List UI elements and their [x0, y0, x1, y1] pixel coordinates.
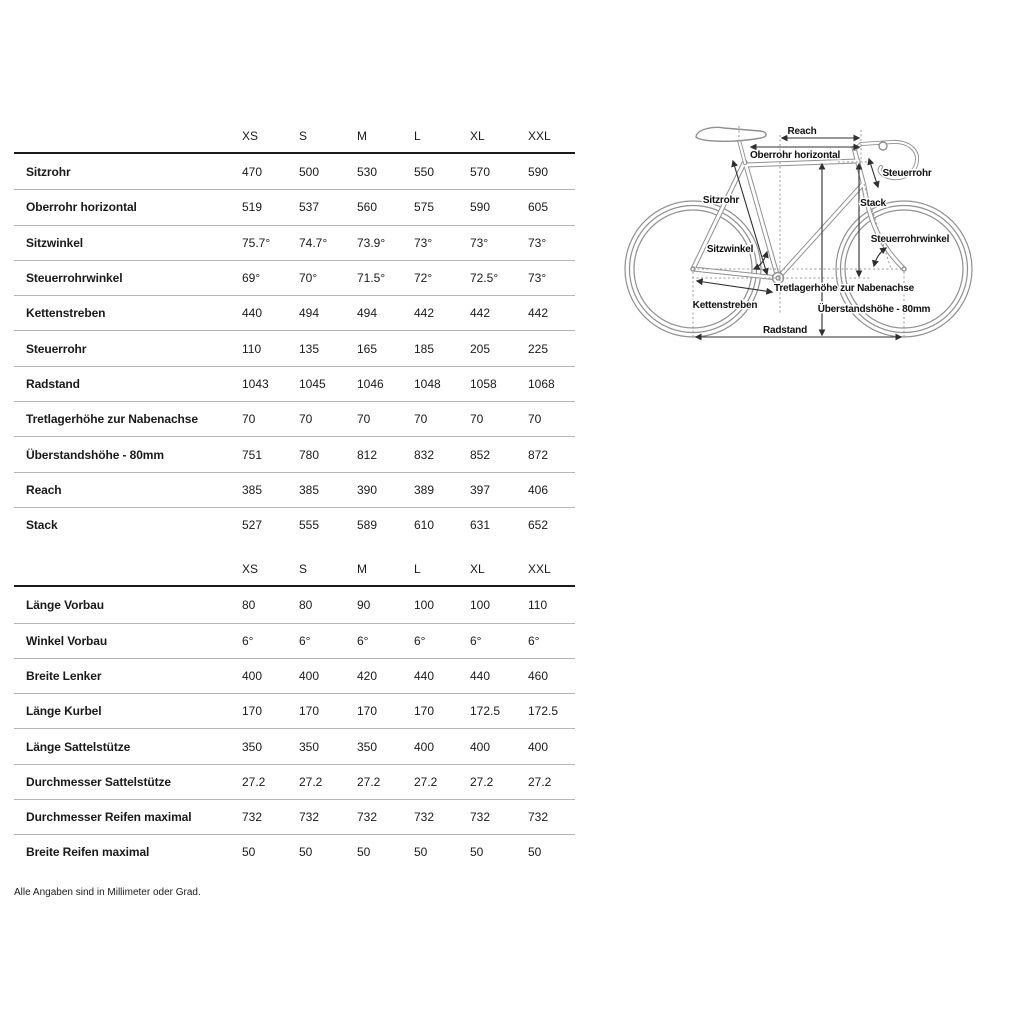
- cell: 6°: [414, 633, 426, 648]
- cell: 780: [299, 447, 320, 462]
- cell: 72°: [414, 271, 433, 286]
- cell: 732: [357, 810, 378, 825]
- table-row: [14, 693, 575, 728]
- column-header-xxl: XXL: [528, 129, 551, 143]
- column-header-xl: XL: [470, 129, 485, 143]
- cell: 400: [414, 739, 435, 754]
- row-label: Reach: [26, 482, 62, 497]
- components-body: [14, 587, 575, 869]
- cell: 494: [357, 306, 378, 321]
- cell: 110: [242, 341, 262, 356]
- table-row: [14, 260, 575, 295]
- cell: 27.2: [299, 774, 323, 789]
- cell: 170: [357, 704, 378, 719]
- cell: 1043: [242, 376, 269, 391]
- cell: 400: [470, 739, 491, 754]
- cell: 6°: [470, 633, 482, 648]
- cell: 70: [357, 412, 371, 427]
- cell: 75.7°: [242, 235, 271, 250]
- row-label: Oberrohr horizontal: [26, 200, 137, 215]
- cell: 440: [242, 306, 263, 321]
- cell: 812: [357, 447, 378, 462]
- column-header-l: L: [414, 129, 421, 143]
- cell: 225: [528, 341, 549, 356]
- cell: 527: [242, 518, 263, 533]
- cell: 50: [470, 845, 484, 860]
- cell: 500: [299, 164, 320, 179]
- cell: 732: [414, 810, 435, 825]
- cell: 400: [242, 669, 263, 683]
- cell: 400: [299, 669, 320, 683]
- cell: 71.5°: [357, 271, 386, 286]
- cell: 110: [528, 597, 548, 612]
- table-row: [14, 587, 575, 622]
- cell: 172.5: [470, 704, 501, 719]
- table-row: [14, 330, 575, 365]
- cell: 751: [242, 447, 263, 462]
- table-row: [14, 401, 575, 436]
- row-label: Durchmesser Reifen maximal: [26, 810, 192, 825]
- cell: 69°: [242, 271, 261, 286]
- cell: 470: [242, 164, 263, 179]
- frame-geometry-table: [14, 120, 575, 542]
- cell: 575: [414, 200, 435, 215]
- cell: 442: [414, 306, 435, 321]
- cell: 6°: [357, 633, 369, 648]
- cell: 73°: [470, 235, 489, 250]
- table-row: [14, 728, 575, 763]
- cell: 6°: [528, 633, 540, 648]
- cell: 73°: [528, 271, 547, 286]
- row-label: Sitzrohr: [26, 164, 71, 179]
- row-label: Winkel Vorbau: [26, 633, 108, 648]
- cell: 519: [242, 200, 263, 215]
- cell: 350: [242, 739, 263, 754]
- cell: 172.5: [528, 704, 559, 719]
- table-row: [14, 225, 575, 260]
- cell: 872: [528, 447, 549, 462]
- cell: 27.2: [242, 774, 266, 789]
- cell: 1045: [299, 376, 326, 391]
- cell: 205: [470, 341, 491, 356]
- column-header-xl: XL: [470, 562, 485, 577]
- cell: 70: [528, 412, 542, 427]
- cell: 605: [528, 200, 549, 215]
- cell: 100: [414, 597, 435, 612]
- cell: 90: [357, 597, 371, 612]
- cell: 852: [470, 447, 491, 462]
- cell: 570: [470, 164, 491, 179]
- cell: 732: [242, 810, 263, 825]
- table-row: [14, 623, 575, 658]
- head-angle-arc: [874, 248, 886, 266]
- cell: 590: [470, 200, 491, 215]
- cell: 442: [470, 306, 491, 321]
- handlebar-clamp: [879, 142, 887, 150]
- row-label: Länge Vorbau: [26, 597, 104, 612]
- table-row: [14, 658, 575, 693]
- table-row: [14, 366, 575, 401]
- cell: 170: [242, 704, 263, 719]
- row-label: Steuerrohrwinkel: [26, 271, 123, 286]
- cell: 610: [414, 518, 435, 533]
- label-wheelbase: Radstand: [763, 325, 807, 336]
- row-label: Steuerrohr: [26, 341, 87, 356]
- label-seat-angle: Sitzwinkel: [706, 244, 754, 255]
- row-label: Durchmesser Sattelstütze: [26, 774, 171, 789]
- row-label: Länge Sattelstütze: [26, 739, 131, 754]
- cell: 70°: [299, 271, 318, 286]
- table-row: [14, 799, 575, 834]
- cell: 420: [357, 669, 378, 683]
- units-footnote: Alle Angaben sind in Millimeter oder Grad.: [14, 886, 201, 898]
- cell: 27.2: [357, 774, 381, 789]
- chainstay-arrow: [697, 281, 772, 292]
- cell: 530: [357, 164, 378, 179]
- cell: 560: [357, 200, 378, 215]
- label-seat-tube: Sitzrohr: [702, 195, 740, 206]
- column-header-l: L: [414, 562, 421, 577]
- components-table: [14, 542, 575, 869]
- column-header-xxl: XXL: [528, 562, 551, 577]
- cell: 185: [414, 341, 435, 356]
- cell: 80: [299, 597, 313, 612]
- cell: 732: [470, 810, 491, 825]
- row-label: Sitzwinkel: [26, 235, 84, 250]
- table-row: [14, 154, 575, 189]
- frame-geometry-body: [14, 154, 575, 542]
- label-top-tube: Oberrohr horizontal: [749, 150, 841, 161]
- cell: 385: [242, 482, 263, 497]
- cell: 73°: [414, 235, 433, 250]
- table-row: [14, 507, 575, 542]
- geometry-tables: [14, 120, 575, 898]
- cell: 73°: [528, 235, 547, 250]
- column-header-m: M: [357, 562, 367, 577]
- frame-geometry-header: [14, 120, 575, 154]
- table-row: [14, 189, 575, 224]
- cell: 100: [470, 597, 491, 612]
- label-stack: Stack: [860, 198, 886, 209]
- table-row: [14, 472, 575, 507]
- cell: 1048: [414, 376, 441, 391]
- column-header-xs: XS: [242, 562, 259, 577]
- cell: 442: [528, 306, 549, 321]
- label-reach: Reach: [787, 126, 817, 137]
- cell: 1058: [470, 376, 497, 391]
- row-label: Kettenstreben: [26, 306, 106, 321]
- cell: 397: [470, 482, 491, 497]
- cell: 27.2: [470, 774, 494, 789]
- cell: 1046: [357, 376, 384, 391]
- cell: 70: [299, 412, 313, 427]
- cell: 50: [299, 845, 313, 860]
- cell: 400: [528, 739, 549, 754]
- table-row: [14, 436, 575, 471]
- cell: 494: [299, 306, 320, 321]
- row-label: Länge Kurbel: [26, 704, 102, 719]
- table-row: [14, 764, 575, 799]
- cell: 732: [299, 810, 320, 825]
- cell: 70: [242, 412, 256, 427]
- cell: 631: [470, 518, 491, 533]
- table-row: [14, 834, 575, 869]
- row-label: Überstandshöhe - 80mm: [26, 447, 164, 462]
- cell: 389: [414, 482, 435, 497]
- cell: 589: [357, 518, 378, 533]
- cell: 460: [528, 669, 549, 683]
- label-chainstay: Kettenstreben: [692, 300, 758, 311]
- cell: 50: [242, 845, 256, 860]
- table-row: [14, 295, 575, 330]
- cell: 652: [528, 518, 549, 533]
- label-bb-height: Tretlagerhöhe zur Nabenachse: [773, 283, 915, 294]
- cell: 80: [242, 597, 256, 612]
- label-head-angle: Steuerrohrwinkel: [870, 234, 950, 245]
- cell: 50: [357, 845, 371, 860]
- cell: 170: [299, 704, 320, 719]
- column-header-m: M: [357, 129, 367, 143]
- cell: 165: [357, 341, 378, 356]
- column-header-xs: XS: [242, 129, 259, 143]
- cell: 555: [299, 518, 320, 533]
- cell: 73.9°: [357, 235, 386, 250]
- head-tube-arrow: [869, 159, 878, 187]
- cell: 350: [357, 739, 378, 754]
- cell: 70: [414, 412, 428, 427]
- cell: 135: [299, 341, 320, 356]
- cell: 70: [470, 412, 484, 427]
- label-head-tube: Steuerrohr: [882, 168, 932, 179]
- cell: 50: [528, 845, 542, 860]
- cell: 390: [357, 482, 378, 497]
- cell: 50: [414, 845, 428, 860]
- cell: 74.7°: [299, 235, 328, 250]
- cell: 170: [414, 704, 435, 719]
- row-label: Radstand: [26, 376, 80, 391]
- cell: 537: [299, 200, 320, 215]
- saddle: [696, 127, 766, 141]
- row-label: Tretlagerhöhe zur Nabenachse: [26, 412, 198, 427]
- cell: 6°: [299, 633, 311, 648]
- row-label: Breite Reifen maximal: [26, 845, 150, 860]
- cell: 440: [470, 669, 491, 683]
- row-label: Breite Lenker: [26, 669, 102, 683]
- bike-geometry-diagram: [620, 100, 1020, 360]
- cell: 440: [414, 669, 435, 683]
- front-axle: [902, 267, 906, 271]
- cell: 590: [528, 164, 549, 179]
- components-header: [14, 542, 575, 587]
- column-header-s: S: [299, 129, 308, 143]
- cell: 72.5°: [470, 271, 499, 286]
- cell: 732: [528, 810, 549, 825]
- cell: 27.2: [414, 774, 438, 789]
- row-label: Stack: [26, 518, 58, 533]
- cell: 6°: [242, 633, 254, 648]
- cell: 350: [299, 739, 320, 754]
- cell: 27.2: [528, 774, 552, 789]
- cell: 406: [528, 482, 549, 497]
- column-header-s: S: [299, 562, 308, 577]
- label-standover: Überstandshöhe - 80mm: [817, 304, 931, 315]
- cell: 1068: [528, 376, 555, 391]
- cell: 550: [414, 164, 435, 179]
- cell: 832: [414, 447, 435, 462]
- cell: 385: [299, 482, 320, 497]
